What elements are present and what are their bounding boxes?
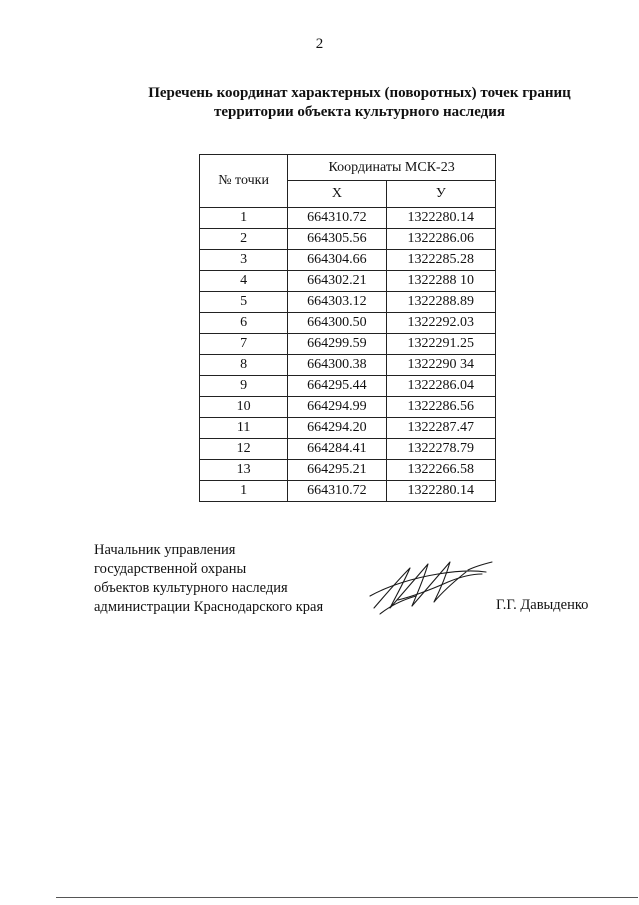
- y-coordinate-cell: 1322278.79: [386, 439, 495, 460]
- y-coordinate-cell: 1322266.58: [386, 460, 495, 481]
- table-row: [200, 250, 496, 271]
- y-coordinate-cell: 1322287.47: [386, 418, 495, 439]
- point-number-cell: 9: [200, 376, 288, 397]
- header-point-number: № точки: [200, 155, 288, 208]
- point-number-cell: 6: [200, 313, 288, 334]
- x-coordinate-cell: 664310.72: [288, 481, 386, 502]
- y-coordinate-cell: 1322280.14: [386, 208, 495, 229]
- document-title: [40, 84, 639, 122]
- signatory-position: [94, 541, 323, 617]
- bottom-rule: [56, 897, 638, 898]
- x-coordinate-cell: 664299.59: [288, 334, 386, 355]
- coordinates-table: [199, 154, 496, 502]
- coordinates-table-header: [200, 155, 496, 208]
- page-number: 2: [315, 36, 324, 52]
- y-coordinate-cell: 1322288.89: [386, 292, 495, 313]
- table-row: [200, 334, 496, 355]
- signatory-position-line-2: государственной охраны: [94, 561, 247, 577]
- point-number-cell: 10: [200, 397, 288, 418]
- y-coordinate-cell: 1322291.25: [386, 334, 495, 355]
- table-row: [200, 460, 496, 481]
- x-coordinate-cell: 664300.38: [288, 355, 386, 376]
- table-row: [200, 439, 496, 460]
- title-line-1: Перечень координат характерных (поворотных) точек границ: [148, 85, 571, 101]
- signatory-name: Г.Г. Давыденко: [496, 597, 589, 613]
- y-coordinate-cell: 1322285.28: [386, 250, 495, 271]
- signatory-position-line-4: администрации Краснодарского края: [94, 599, 324, 615]
- table-row: [200, 229, 496, 250]
- y-coordinate-cell: 1322288 10: [386, 271, 495, 292]
- point-number-cell: 2: [200, 229, 288, 250]
- point-number-cell: 4: [200, 271, 288, 292]
- x-coordinate-cell: 664294.20: [288, 418, 386, 439]
- table-row: [200, 481, 496, 502]
- signatory-position-line-1: Начальник управления: [94, 542, 236, 558]
- header-y: У: [386, 181, 495, 208]
- x-coordinate-cell: 664304.66: [288, 250, 386, 271]
- x-coordinate-cell: 664300.50: [288, 313, 386, 334]
- y-coordinate-cell: 1322286.04: [386, 376, 495, 397]
- point-number-cell: 11: [200, 418, 288, 439]
- x-coordinate-cell: 664302.21: [288, 271, 386, 292]
- table-row: [200, 355, 496, 376]
- point-number-cell: 8: [200, 355, 288, 376]
- y-coordinate-cell: 1322290 34: [386, 355, 495, 376]
- x-coordinate-cell: 664284.41: [288, 439, 386, 460]
- header-coordinates: Координаты МСК-23: [288, 155, 496, 181]
- x-coordinate-cell: 664305.56: [288, 229, 386, 250]
- table-row: [200, 313, 496, 334]
- point-number-cell: 1: [200, 208, 288, 229]
- y-coordinate-cell: 1322280.14: [386, 481, 495, 502]
- point-number-cell: 12: [200, 439, 288, 460]
- signatory-position-line-3: объектов культурного наследия: [94, 580, 288, 596]
- x-coordinate-cell: 664303.12: [288, 292, 386, 313]
- header-x: X: [288, 181, 386, 208]
- y-coordinate-cell: 1322286.06: [386, 229, 495, 250]
- y-coordinate-cell: 1322286.56: [386, 397, 495, 418]
- table-row: [200, 397, 496, 418]
- table-row: [200, 208, 496, 229]
- point-number-cell: 7: [200, 334, 288, 355]
- title-line-2: территории объекта культурного наследия: [213, 104, 506, 120]
- table-row: [200, 418, 496, 439]
- point-number-cell: 5: [200, 292, 288, 313]
- point-number-cell: 3: [200, 250, 288, 271]
- table-row: [200, 271, 496, 292]
- coordinates-table-body: [200, 208, 496, 502]
- x-coordinate-cell: 664295.44: [288, 376, 386, 397]
- table-row: [200, 376, 496, 397]
- x-coordinate-cell: 664310.72: [288, 208, 386, 229]
- handwritten-signature: [368, 556, 498, 618]
- table-row: [200, 292, 496, 313]
- x-coordinate-cell: 664294.99: [288, 397, 386, 418]
- x-coordinate-cell: 664295.21: [288, 460, 386, 481]
- y-coordinate-cell: 1322292.03: [386, 313, 495, 334]
- point-number-cell: 13: [200, 460, 288, 481]
- point-number-cell: 1: [200, 481, 288, 502]
- header-row-top: [200, 155, 496, 181]
